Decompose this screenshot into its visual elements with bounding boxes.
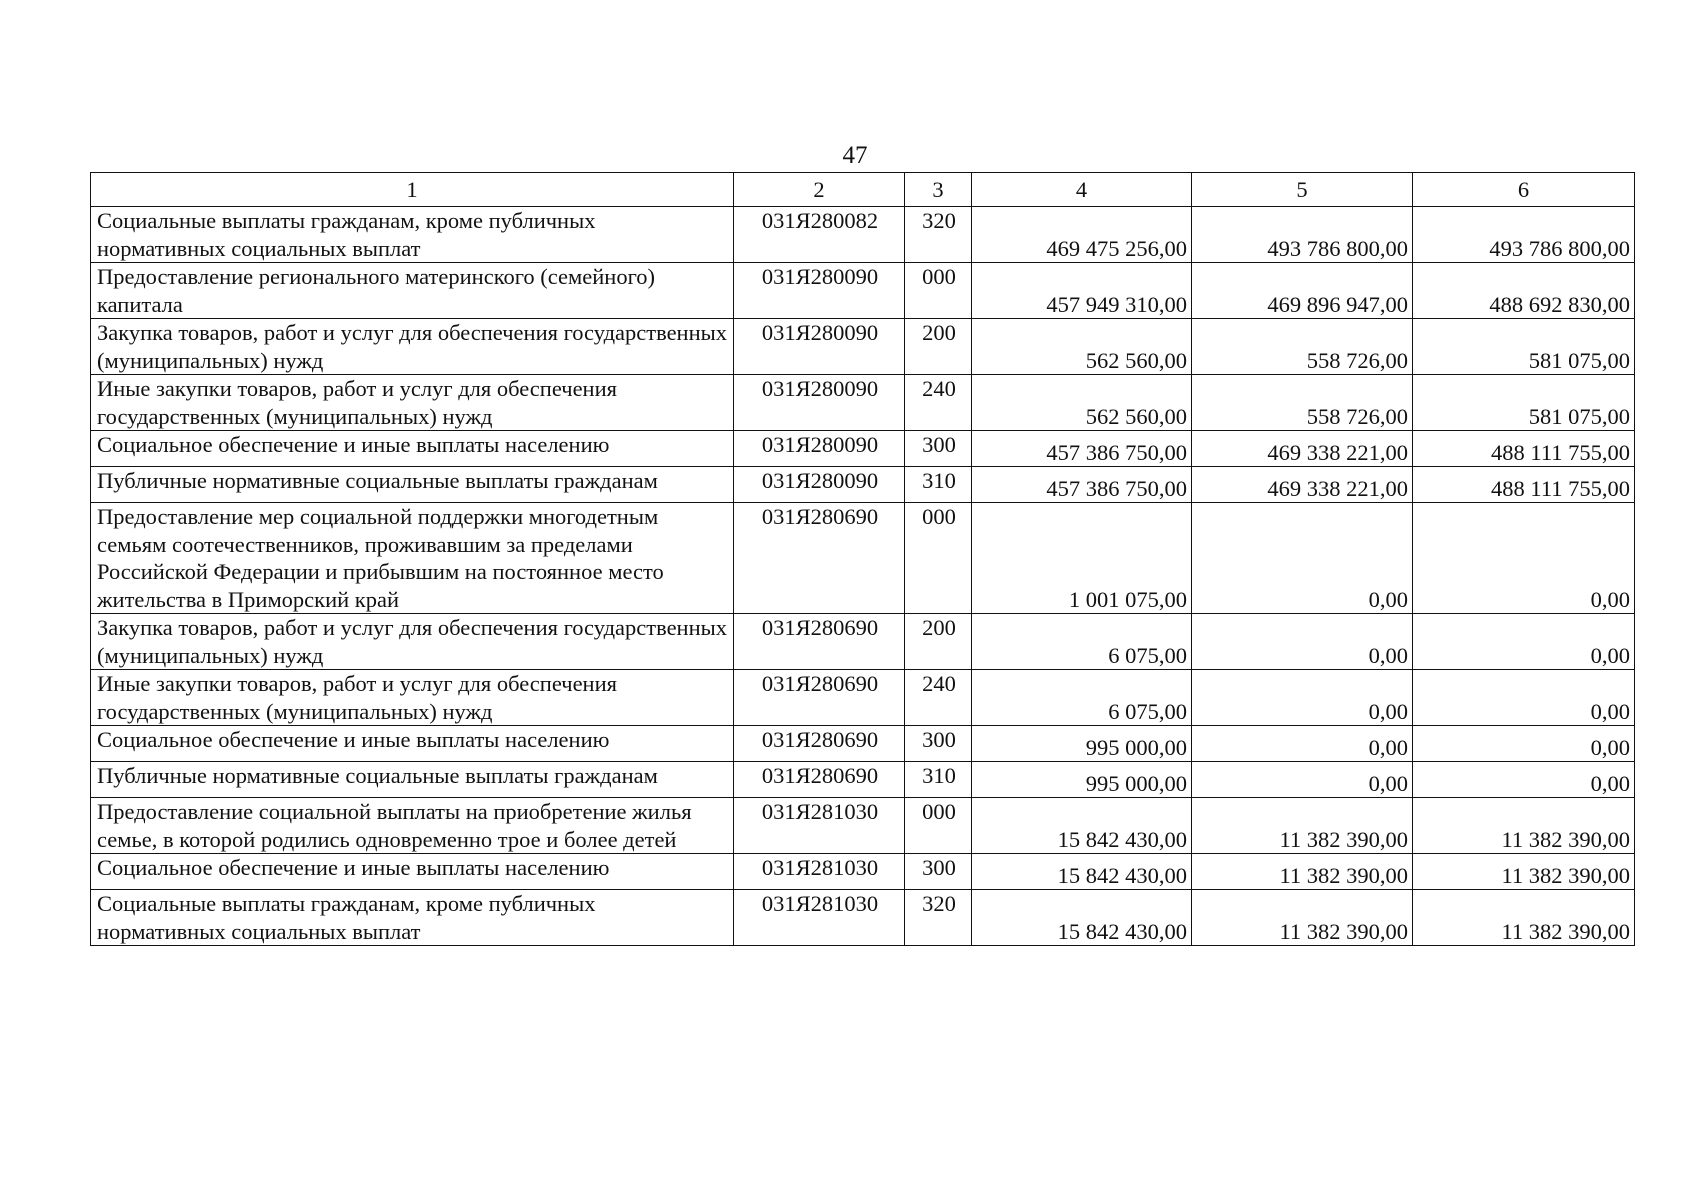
row-code: 031Я280690: [734, 762, 905, 798]
column-header: 4: [972, 173, 1192, 207]
table-row: [91, 375, 1635, 431]
row-value-col6: 488 692 830,00: [1413, 263, 1635, 319]
row-expense-type: 000: [905, 798, 972, 854]
row-name: Социальные выплаты гражданам, кроме публичных нормативных социальных выплат: [91, 207, 734, 263]
row-value-col4: 457 386 750,00: [972, 431, 1192, 467]
row-code: 031Я280690: [734, 503, 905, 614]
table-row: [91, 503, 1635, 614]
row-value-col6: 11 382 390,00: [1413, 854, 1635, 890]
row-value-col4: 6 075,00: [972, 670, 1192, 726]
row-expense-type: 320: [905, 890, 972, 946]
row-value-col5: 0,00: [1192, 614, 1413, 670]
row-value-col5: 558 726,00: [1192, 375, 1413, 431]
page-number: 47: [842, 142, 868, 169]
row-value-col4: 562 560,00: [972, 319, 1192, 375]
table-row: [91, 890, 1635, 946]
row-value-col5: 0,00: [1192, 670, 1413, 726]
row-name: Предоставление регионального материнского (семейного) капитала: [91, 263, 734, 319]
row-value-col5: 0,00: [1192, 762, 1413, 798]
row-value-col4: 562 560,00: [972, 375, 1192, 431]
row-value-col4: 15 842 430,00: [972, 854, 1192, 890]
table-row: [91, 263, 1635, 319]
row-expense-type: 300: [905, 431, 972, 467]
row-value-col6: 0,00: [1413, 614, 1635, 670]
table-row: [91, 319, 1635, 375]
row-code: 031Я280690: [734, 670, 905, 726]
row-value-col6: 493 786 800,00: [1413, 207, 1635, 263]
table-row: [91, 670, 1635, 726]
row-value-col5: 493 786 800,00: [1192, 207, 1413, 263]
row-name: Закупка товаров, работ и услуг для обеспечения государственных (муниципальных) нужд: [91, 614, 734, 670]
row-value-col4: 457 386 750,00: [972, 467, 1192, 503]
row-name: Социальное обеспечение и иные выплаты населению: [91, 854, 734, 890]
column-header: 6: [1413, 173, 1635, 207]
row-value-col4: 457 949 310,00: [972, 263, 1192, 319]
row-value-col5: 469 338 221,00: [1192, 467, 1413, 503]
row-name: Публичные нормативные социальные выплаты гражданам: [91, 762, 734, 798]
row-value-col6: 0,00: [1413, 762, 1635, 798]
table-row: [91, 431, 1635, 467]
row-code: 031Я280090: [734, 263, 905, 319]
table-row: [91, 854, 1635, 890]
row-name: Социальное обеспечение и иные выплаты населению: [91, 726, 734, 762]
row-value-col6: 11 382 390,00: [1413, 890, 1635, 946]
row-value-col4: 995 000,00: [972, 726, 1192, 762]
row-name: Иные закупки товаров, работ и услуг для обеспечения государственных (муниципальных) нужд: [91, 375, 734, 431]
row-value-col4: 6 075,00: [972, 614, 1192, 670]
row-expense-type: 300: [905, 726, 972, 762]
table-row: [91, 467, 1635, 503]
row-value-col5: 11 382 390,00: [1192, 854, 1413, 890]
row-code: 031Я280690: [734, 614, 905, 670]
row-value-col5: 469 338 221,00: [1192, 431, 1413, 467]
row-expense-type: 000: [905, 263, 972, 319]
row-code: 031Я280082: [734, 207, 905, 263]
row-value-col6: 581 075,00: [1413, 319, 1635, 375]
row-name: Предоставление социальной выплаты на приобретение жилья семье, в которой родились одновременно трое и более детей: [91, 798, 734, 854]
table-row: [91, 207, 1635, 263]
row-expense-type: 200: [905, 614, 972, 670]
row-code: 031Я280090: [734, 431, 905, 467]
row-expense-type: 310: [905, 762, 972, 798]
row-value-col4: 15 842 430,00: [972, 798, 1192, 854]
table-row: [91, 762, 1635, 798]
row-name: Закупка товаров, работ и услуг для обеспечения государственных (муниципальных) нужд: [91, 319, 734, 375]
row-value-col6: 488 111 755,00: [1413, 431, 1635, 467]
row-name: Предоставление мер социальной поддержки многодетным семьям соотечественников, проживавшим за пределами Российской Федерации и прибывшим на постоянное место жительства в Приморский край: [91, 503, 734, 614]
table-row: [91, 614, 1635, 670]
row-value-col5: 0,00: [1192, 726, 1413, 762]
row-name: Публичные нормативные социальные выплаты гражданам: [91, 467, 734, 503]
table-row: [91, 726, 1635, 762]
row-value-col6: 581 075,00: [1413, 375, 1635, 431]
row-value-col4: 995 000,00: [972, 762, 1192, 798]
row-code: 031Я280090: [734, 375, 905, 431]
column-header: 3: [905, 173, 972, 207]
row-value-col6: 0,00: [1413, 503, 1635, 614]
row-value-col5: 0,00: [1192, 503, 1413, 614]
header-row: [91, 173, 1635, 207]
row-code: 031Я280090: [734, 319, 905, 375]
row-expense-type: 200: [905, 319, 972, 375]
row-expense-type: 300: [905, 854, 972, 890]
row-code: 031Я281030: [734, 890, 905, 946]
row-value-col6: 0,00: [1413, 726, 1635, 762]
row-value-col4: 1 001 075,00: [972, 503, 1192, 614]
row-value-col6: 0,00: [1413, 670, 1635, 726]
row-code: 031Я281030: [734, 798, 905, 854]
row-value-col5: 11 382 390,00: [1192, 798, 1413, 854]
column-header: 5: [1192, 173, 1413, 207]
row-value-col5: 469 896 947,00: [1192, 263, 1413, 319]
row-value-col5: 558 726,00: [1192, 319, 1413, 375]
row-expense-type: 310: [905, 467, 972, 503]
row-value-col6: 488 111 755,00: [1413, 467, 1635, 503]
row-name: Иные закупки товаров, работ и услуг для обеспечения государственных (муниципальных) нужд: [91, 670, 734, 726]
row-value-col6: 11 382 390,00: [1413, 798, 1635, 854]
row-expense-type: 000: [905, 503, 972, 614]
column-header: 2: [734, 173, 905, 207]
budget-table: [90, 172, 1635, 946]
column-header: 1: [91, 173, 734, 207]
row-value-col4: 469 475 256,00: [972, 207, 1192, 263]
table-row: [91, 798, 1635, 854]
row-code: 031Я280690: [734, 726, 905, 762]
row-code: 031Я280090: [734, 467, 905, 503]
row-expense-type: 240: [905, 375, 972, 431]
row-expense-type: 320: [905, 207, 972, 263]
row-code: 031Я281030: [734, 854, 905, 890]
row-value-col5: 11 382 390,00: [1192, 890, 1413, 946]
row-expense-type: 240: [905, 670, 972, 726]
row-value-col4: 15 842 430,00: [972, 890, 1192, 946]
row-name: Социальное обеспечение и иные выплаты населению: [91, 431, 734, 467]
row-name: Социальные выплаты гражданам, кроме публичных нормативных социальных выплат: [91, 890, 734, 946]
